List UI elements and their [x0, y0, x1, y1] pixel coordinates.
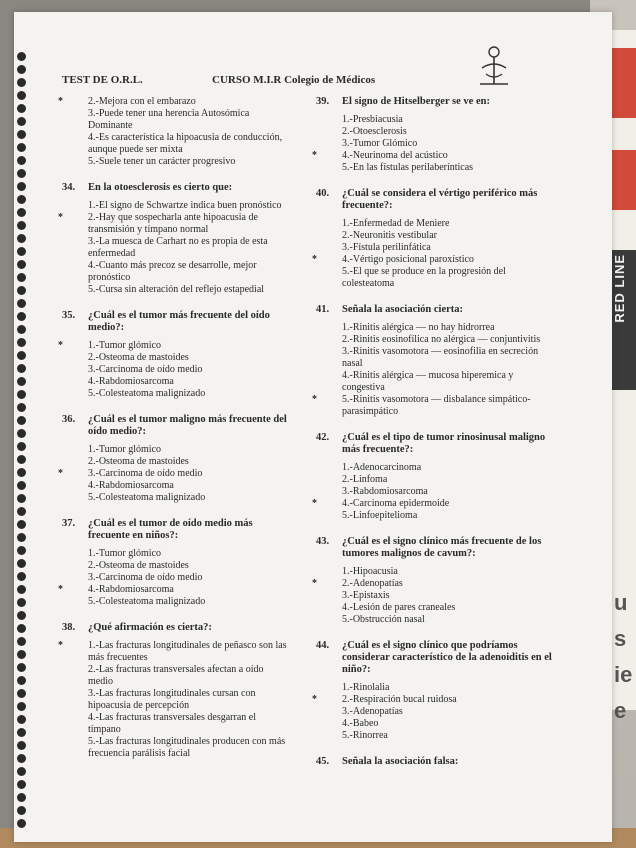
- question-text: ¿Cuál es el signo clínico que podríamos considerar característico de la adenoiditis en el niño?:: [342, 640, 552, 675]
- spiral-hole: [17, 728, 26, 737]
- question-heading: [62, 622, 288, 634]
- header-test-title: TEST DE O.R.L.: [62, 74, 143, 86]
- answer-option: [88, 736, 288, 760]
- answer-option: [312, 150, 552, 162]
- answer-option: [88, 456, 288, 468]
- spiral-hole: [17, 156, 26, 165]
- answer-options: [58, 200, 288, 296]
- spiral-hole: [17, 65, 26, 74]
- spiral-hole: [17, 52, 26, 61]
- correct-answer-mark: *: [312, 394, 317, 405]
- answer-option-text: 5.-Las fracturas longitudinales producen con más frecuencia parálisis facial: [88, 736, 286, 759]
- spiral-hole: [17, 650, 26, 659]
- book-side-char: ie: [614, 662, 633, 687]
- answer-options: [312, 566, 552, 626]
- question-number: 34.: [62, 182, 76, 193]
- answer-option-text: 5.-Colesteatoma malignizado: [88, 388, 206, 399]
- question-text: ¿Cuál es el tipo de tumor rinosinusal maligno más frecuente?:: [342, 432, 546, 455]
- answer-option: [88, 492, 288, 504]
- answer-option-text: 3.-Carcinoma de oído medio: [88, 572, 203, 583]
- spiral-hole: [17, 637, 26, 646]
- answer-option: [88, 108, 288, 132]
- question-text: ¿Qué afirmación es cierta?:: [88, 622, 212, 633]
- answer-option-text: 5.-Colesteatoma malignizado: [88, 596, 206, 607]
- question-heading: [316, 536, 552, 560]
- caduceus-logo-icon: [472, 44, 516, 88]
- answer-option: [88, 364, 288, 376]
- question-block: [58, 414, 288, 504]
- answer-option: [342, 230, 552, 242]
- answer-option-text: 2.-Neuronitis vestibular: [342, 230, 437, 241]
- answer-options: [312, 322, 552, 418]
- answer-option-text: 4.-Cuanto más precoz se desarrolle, mejor pronóstico: [88, 260, 257, 283]
- spiral-hole: [17, 208, 26, 217]
- book-side-char: e: [614, 698, 627, 723]
- answer-option-text: 2.-Osteoma de mastoides: [88, 352, 189, 363]
- answer-option: [88, 156, 288, 168]
- spiral-hole: [17, 130, 26, 139]
- answer-option-text: 2.-Osteoma de mastoides: [88, 560, 189, 571]
- answer-option-text: 3.-Fístula perilinfática: [342, 242, 431, 253]
- answer-option: [88, 480, 288, 492]
- answer-option: [342, 614, 552, 626]
- question-heading: [62, 518, 288, 542]
- question-text: ¿Cuál es el tumor maligno más frecuente del oído medio?:: [88, 414, 287, 437]
- spiral-hole: [17, 754, 26, 763]
- spiral-hole: [17, 143, 26, 152]
- answer-option: [58, 640, 288, 664]
- answer-option-text: 1.-Rinolalia: [342, 682, 390, 693]
- answer-options: [312, 682, 552, 742]
- answer-option: [88, 572, 288, 584]
- correct-answer-mark: *: [312, 254, 317, 265]
- answer-option: [342, 266, 552, 290]
- spiral-hole: [17, 299, 26, 308]
- answer-option-text: 4.-Babeo: [342, 718, 379, 729]
- answer-option: [342, 162, 552, 174]
- answer-option: [88, 712, 288, 736]
- spiral-hole: [17, 611, 26, 620]
- answer-option-text: 3.-Epistaxis: [342, 590, 390, 601]
- right-column: [312, 96, 552, 768]
- spiral-hole: [17, 585, 26, 594]
- correct-answer-mark: *: [58, 96, 63, 107]
- answer-option-text: 5.-Linfoepitelioma: [342, 510, 418, 521]
- question-block: [316, 756, 552, 768]
- answer-option: [342, 242, 552, 254]
- answer-option-text: 1.-Tumor glómico: [88, 444, 161, 455]
- correct-answer-mark: *: [58, 212, 63, 223]
- correct-answer-mark: *: [58, 640, 63, 651]
- answer-option: [58, 340, 288, 352]
- question-block: [312, 536, 552, 626]
- question-text: Señala la asociación falsa:: [342, 756, 459, 767]
- book-side-char: u: [614, 590, 628, 615]
- answer-option-text: 4.-Rabdomiosarcoma: [88, 584, 174, 595]
- answer-option-text: 5.-Cursa sin alteración del reflejo estapedial: [88, 284, 265, 295]
- question-text: ¿Cuál se considera el vértigo periférico más frecuente?:: [342, 188, 538, 211]
- question-number: 42.: [316, 432, 330, 443]
- question-block: [58, 310, 288, 400]
- answer-option: [342, 370, 552, 394]
- question-text: ¿Cuál es el tumor más frecuente del oído medio?:: [88, 310, 270, 333]
- spiral-hole: [17, 715, 26, 724]
- spiral-hole: [17, 221, 26, 230]
- answer-option-text: 3.-La muesca de Carhart no es propia de esta enfermedad: [88, 236, 268, 259]
- spiral-hole: [17, 286, 26, 295]
- book-spine-label: RED LINE: [612, 254, 627, 323]
- spiral-hole: [17, 338, 26, 347]
- answer-option-text: 5.-El que se produce en la progresión del colesteatoma: [342, 266, 506, 289]
- question-block: [312, 188, 552, 290]
- answer-option: [312, 578, 552, 590]
- question-heading: [316, 640, 552, 676]
- answer-options: [312, 462, 552, 522]
- left-column: [58, 96, 288, 760]
- answer-option-text: 4.-Rinitis alérgica — mucosa hiperemica y congestiva: [342, 370, 514, 393]
- answer-option-text: 1.-Hipoacusia: [342, 566, 398, 577]
- answer-option-text: 5.-Obstrucción nasal: [342, 614, 425, 625]
- spiral-hole: [17, 481, 26, 490]
- question-number: 39.: [316, 96, 330, 107]
- answer-option: [88, 376, 288, 388]
- answer-option: [342, 218, 552, 230]
- question-block: [58, 622, 288, 760]
- answer-option-text: 1.-Tumor glómico: [88, 548, 161, 559]
- question-block: [58, 518, 288, 608]
- answer-option-text: 1.-El signo de Schwartze indica buen pronóstico: [88, 200, 282, 211]
- answer-option-text: 3.-Puede tener una herencia Autosómica Dominante: [88, 108, 250, 131]
- spiral-hole: [17, 819, 26, 828]
- answer-option: [312, 694, 552, 706]
- correct-answer-mark: *: [58, 468, 63, 479]
- spiral-hole: [17, 117, 26, 126]
- answer-option: [342, 486, 552, 498]
- answer-option: [88, 560, 288, 572]
- answer-option-text: 3.-Tumor Glómico: [342, 138, 418, 149]
- question-text: ¿Cuál es el signo clínico más frecuente de los tumores malignos de cavum?:: [342, 536, 542, 559]
- question-text: El signo de Hitselberger se ve en:: [342, 96, 490, 107]
- answer-option: [342, 322, 552, 334]
- spiral-hole: [17, 234, 26, 243]
- spiral-hole: [17, 468, 26, 477]
- spiral-hole: [17, 806, 26, 815]
- answer-option-text: 2.-Rinitis eosinofílica no alérgica — conjuntivitis: [342, 334, 541, 345]
- answer-option-text: 2.-Respiración bucal ruidosa: [342, 694, 457, 705]
- answer-option: [88, 444, 288, 456]
- answer-option: [88, 596, 288, 608]
- spiral-hole: [17, 507, 26, 516]
- answer-option-text: 3.-Adenopatías: [342, 706, 403, 717]
- answer-option: [342, 718, 552, 730]
- question-heading: [62, 310, 288, 334]
- spiral-hole: [17, 559, 26, 568]
- spiral-hole: [17, 546, 26, 555]
- question-text: En la otoesclerosis es cierto que:: [88, 182, 233, 193]
- answer-option-text: 4.-Neurinoma del acústico: [342, 150, 448, 161]
- question-heading: [316, 756, 552, 768]
- answer-option: [342, 682, 552, 694]
- answer-option-text: 5.-Colesteatoma malignizado: [88, 492, 206, 503]
- answer-option: [342, 462, 552, 474]
- answer-option: [88, 200, 288, 212]
- answer-options: [58, 444, 288, 504]
- answer-option: [342, 590, 552, 602]
- answer-option: [88, 352, 288, 364]
- continued-question-options: [58, 96, 288, 168]
- answer-option-text: 2.-Otoesclerosis: [342, 126, 407, 137]
- spiral-hole: [17, 312, 26, 321]
- answer-option-text: 3.-Carcinoma de oído medio: [88, 468, 203, 479]
- answer-option-text: 2.-Osteoma de mastoides: [88, 456, 189, 467]
- answer-option-text: 1.-Las fracturas longitudinales de peñasco son las más frecuentes: [88, 640, 287, 663]
- answer-option: [342, 126, 552, 138]
- answer-option-text: 4.-Las fracturas transversales desgarran el tímpano: [88, 712, 256, 735]
- answer-option-text: 1.-Presbiacusia: [342, 114, 403, 125]
- question-text: Señala la asociación cierta:: [342, 304, 464, 315]
- answer-option-text: 5.-En las fístulas perilaberínticas: [342, 162, 474, 173]
- question-heading: [316, 188, 552, 212]
- spiral-hole: [17, 325, 26, 334]
- question-number: 36.: [62, 414, 76, 425]
- answer-option: [88, 388, 288, 400]
- question-number: 38.: [62, 622, 76, 633]
- answer-option-text: 5.-Suele tener un carácter progresivo: [88, 156, 236, 167]
- answer-option-text: 2.-Linfoma: [342, 474, 388, 485]
- spiral-hole: [17, 260, 26, 269]
- correct-answer-mark: *: [312, 498, 317, 509]
- spiral-hole: [17, 780, 26, 789]
- answer-option-text: 4.-Es característica la hipoacusia de conducción, aunque puede ser mixta: [88, 132, 283, 155]
- question-number: 45.: [316, 756, 330, 767]
- answer-option: [88, 688, 288, 712]
- spiral-hole: [17, 494, 26, 503]
- spiral-hole: [17, 572, 26, 581]
- answer-option-text: 1.-Rinitis alérgica — no hay hidrorrea: [342, 322, 495, 333]
- question-number: 43.: [316, 536, 330, 547]
- answer-option-text: 3.-Rinitis vasomotora — eosinofilia en secreción nasal: [342, 346, 539, 369]
- answer-option-text: 3.-Carcinoma de oído medio: [88, 364, 203, 375]
- spiral-hole: [17, 442, 26, 451]
- spiral-hole: [17, 169, 26, 178]
- spiral-hole: [17, 273, 26, 282]
- answer-options: [58, 548, 288, 608]
- answer-options: [312, 114, 552, 174]
- question-number: 40.: [316, 188, 330, 199]
- answer-option: [88, 664, 288, 688]
- question-block: [312, 96, 552, 174]
- answer-option: [342, 138, 552, 150]
- answer-option: [58, 468, 288, 480]
- answer-option: [312, 254, 552, 266]
- spiral-hole: [17, 351, 26, 360]
- question-heading: [316, 432, 552, 456]
- spiral-hole: [17, 702, 26, 711]
- question-number: 37.: [62, 518, 76, 529]
- answer-option-text: 2.-Hay que sospecharla ante hipoacusia de transmisión y tímpano normal: [88, 212, 258, 235]
- spiral-hole: [17, 195, 26, 204]
- book-red-band: [608, 48, 636, 118]
- answer-option: [342, 510, 552, 522]
- answer-option: [88, 236, 288, 260]
- correct-answer-mark: *: [312, 694, 317, 705]
- answer-option-text: 1.-Adenocarcinoma: [342, 462, 422, 473]
- answer-option-text: 2.-Las fracturas transversales afectan a oído medio: [88, 664, 264, 687]
- spiral-hole: [17, 416, 26, 425]
- spiral-hole: [17, 91, 26, 100]
- spiral-hole: [17, 520, 26, 529]
- spiral-hole: [17, 689, 26, 698]
- spiral-hole: [17, 78, 26, 87]
- spiral-hole: [17, 247, 26, 256]
- book-side-char: s: [614, 626, 627, 651]
- spiral-holes: [14, 52, 28, 832]
- answer-option-text: 4.-Rabdomiosarcoma: [88, 376, 174, 387]
- answer-option-text: 5.-Rinitis vasomotora — disbalance simpático-parasimpático: [342, 394, 531, 417]
- answer-option: [342, 706, 552, 718]
- question-block: [58, 182, 288, 296]
- question-heading: [316, 96, 552, 108]
- answer-option: [88, 548, 288, 560]
- question-block: [312, 432, 552, 522]
- answer-option-text: 1.-Tumor glómico: [88, 340, 161, 351]
- spiral-hole: [17, 104, 26, 113]
- answer-option: [88, 132, 288, 156]
- spiral-hole: [17, 793, 26, 802]
- question-heading: [62, 414, 288, 438]
- answer-options: [58, 640, 288, 760]
- spiral-hole: [17, 624, 26, 633]
- answer-option: [312, 394, 552, 418]
- answer-option: [342, 346, 552, 370]
- answer-option-text: 4.-Rabdomiosarcoma: [88, 480, 174, 491]
- spiral-hole: [17, 767, 26, 776]
- spiral-hole: [17, 455, 26, 464]
- spiral-hole: [17, 598, 26, 607]
- answer-option-text: 3.-Las fracturas longitudinales cursan con hipoacusia de percepción: [88, 688, 256, 711]
- spiral-hole: [17, 182, 26, 191]
- answer-option-text: 1.-Enfermedad de Meniere: [342, 218, 450, 229]
- spiral-hole: [17, 403, 26, 412]
- question-heading: [316, 304, 552, 316]
- answer-option: [342, 114, 552, 126]
- question-number: 41.: [316, 304, 330, 315]
- spiral-hole: [17, 377, 26, 386]
- correct-answer-mark: *: [58, 584, 63, 595]
- answer-option-text: 3.-Rabdomiosarcoma: [342, 486, 428, 497]
- answer-options: [312, 218, 552, 290]
- answer-option: [88, 260, 288, 284]
- spiral-hole: [17, 741, 26, 750]
- spiral-hole: [17, 533, 26, 542]
- answer-option: [342, 334, 552, 346]
- answer-option: [342, 730, 552, 742]
- question-block: [312, 640, 552, 742]
- question-number: 44.: [316, 640, 330, 651]
- answer-option-text: 2.-Adenopatías: [342, 578, 403, 589]
- spiral-hole: [17, 390, 26, 399]
- answer-option-text: 4.-Vértigo posicional paroxístico: [342, 254, 474, 265]
- answer-option-text: 5.-Rinorrea: [342, 730, 388, 741]
- spiral-hole: [17, 429, 26, 438]
- spiral-hole: [17, 663, 26, 672]
- answer-option: [88, 284, 288, 296]
- answer-option: [58, 96, 288, 108]
- answer-option: [58, 584, 288, 596]
- answer-option: [342, 602, 552, 614]
- header-course-title: CURSO M.I.R Colegio de Médicos: [212, 74, 376, 86]
- question-text: ¿Cuál es el tumor de oído medio más frecuente en niños?:: [88, 518, 253, 541]
- answer-option: [58, 212, 288, 236]
- spiral-hole: [17, 676, 26, 685]
- question-number: 35.: [62, 310, 76, 321]
- book-red-band: [608, 150, 636, 210]
- answer-option-text: 4.-Carcinoma epidermoide: [342, 498, 450, 509]
- spiral-hole: [17, 364, 26, 373]
- correct-answer-mark: *: [58, 340, 63, 351]
- answer-option-text: 4.-Lesión de pares craneales: [342, 602, 456, 613]
- answer-options: [58, 340, 288, 400]
- answer-option: [342, 566, 552, 578]
- answer-option-text: 2.-Mejora con el embarazo: [88, 96, 196, 107]
- answer-option: [342, 474, 552, 486]
- question-block: [312, 304, 552, 418]
- question-heading: [62, 182, 288, 194]
- answer-option: [312, 498, 552, 510]
- correct-answer-mark: *: [312, 150, 317, 161]
- correct-answer-mark: *: [312, 578, 317, 589]
